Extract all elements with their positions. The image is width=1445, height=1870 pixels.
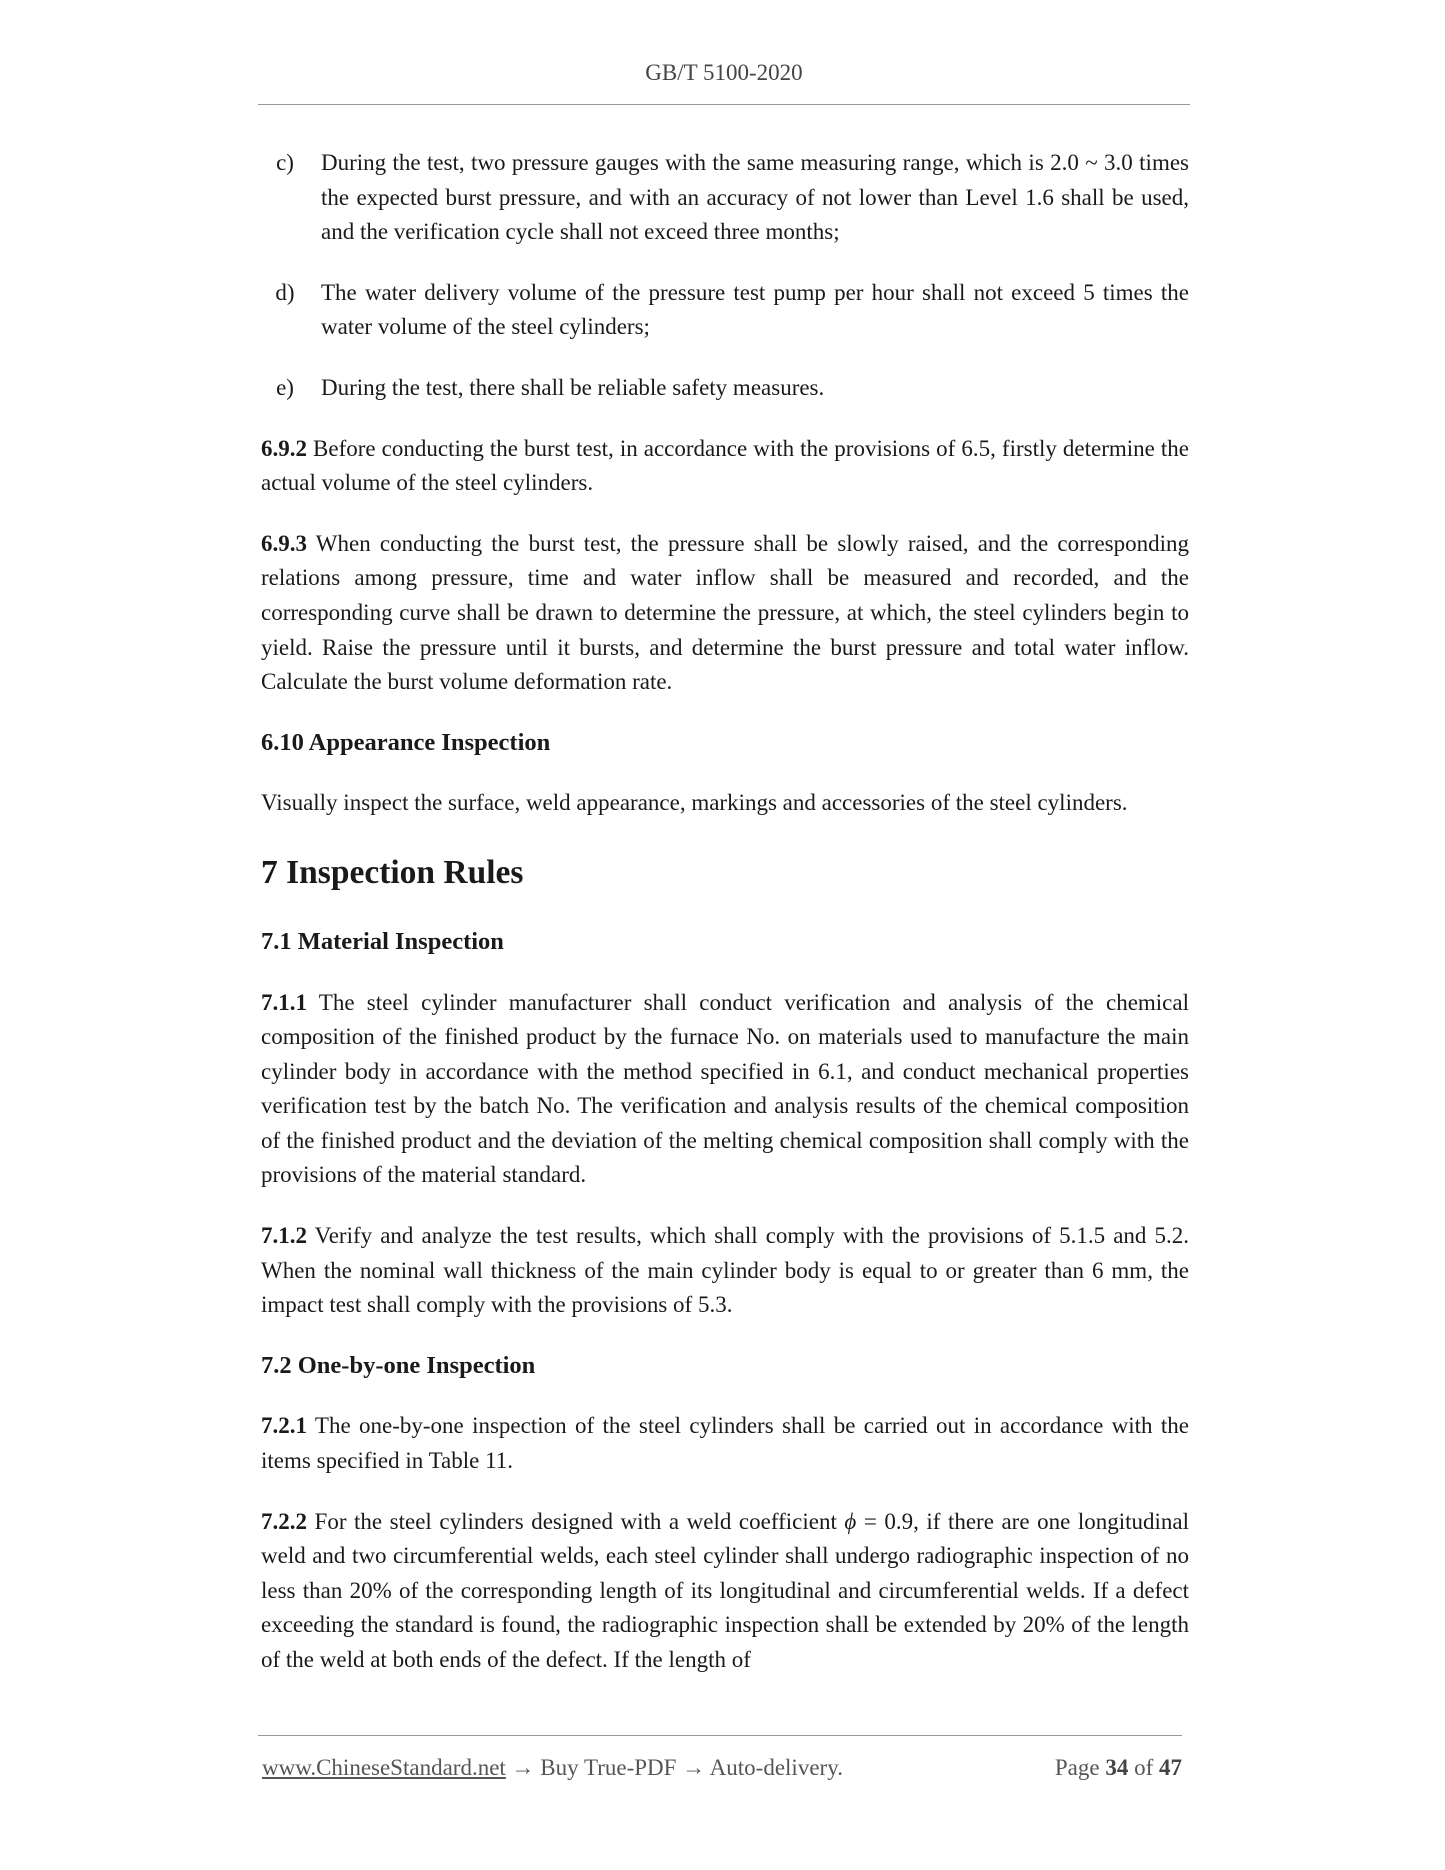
section-heading-7-2: 7.2 One-by-one Inspection bbox=[261, 1351, 536, 1379]
requirements-list bbox=[261, 146, 1189, 406]
section-heading-7-1: 7.1 Material Inspection bbox=[261, 927, 504, 955]
clause-number: 7.1.2 bbox=[261, 1223, 307, 1249]
phi-symbol: ϕ bbox=[844, 1508, 857, 1534]
arrow-icon: → bbox=[505, 1755, 541, 1780]
clause-6-9-2 bbox=[261, 432, 1189, 501]
clause-number: 6.9.2 bbox=[261, 435, 307, 461]
clause-number: 7.2.1 bbox=[261, 1413, 307, 1439]
clause-7-2-2 bbox=[261, 1505, 1189, 1678]
list-item bbox=[261, 146, 1189, 250]
clause-text: Before conducting the burst test, in accordance with the provisions of 6.5, firstly determine the actual volume of the steel cylinders. bbox=[261, 435, 1189, 496]
chapter-heading-7: 7 Inspection Rules bbox=[261, 853, 524, 891]
list-text: During the test, there shall be reliable safety measures. bbox=[321, 374, 825, 400]
footer-promo bbox=[262, 1755, 843, 1781]
list-marker: e) bbox=[276, 374, 294, 400]
clause-number: 7.1.1 bbox=[261, 989, 307, 1015]
site-link[interactable]: www.ChineseStandard.net bbox=[262, 1755, 506, 1780]
clause-text: When conducting the burst test, the pressure shall be slowly raised, and the corresponding relations among pressure, time and water inflow shall be measured and recorded, and the corresponding curve shall be drawn to determine the pressure, at which, the steel cylinders begin to yield. Raise the pressure until it bursts, and determine the burst pressure and total water inflow. Calculate the burst volume deformation rate. bbox=[261, 530, 1189, 695]
delivery-text: Auto-delivery. bbox=[709, 1755, 843, 1780]
page-footer bbox=[262, 1755, 1182, 1781]
clause-7-1-2 bbox=[261, 1219, 1189, 1323]
page-total: 47 bbox=[1159, 1755, 1182, 1780]
buy-text: Buy True-PDF bbox=[540, 1755, 677, 1780]
list-text: The water delivery volume of the pressure test pump per hour shall not exceed 5 times the water volume of the steel cylinders; bbox=[321, 279, 1189, 340]
clause-number: 6.9.3 bbox=[261, 530, 307, 556]
list-item bbox=[261, 276, 1189, 345]
list-marker: d) bbox=[275, 279, 295, 305]
clause-text: Verify and analyze the test results, which shall comply with the provisions of 5.1.5 and 5.2. When the nominal wall thickness of the main cylinder body is equal to or greater than 6 mm, the impact test shall comply with the provisions of 5.3. bbox=[261, 1223, 1189, 1318]
page-number: 34 bbox=[1105, 1755, 1129, 1780]
section-heading-6-10: 6.10 Appearance Inspection bbox=[261, 728, 551, 756]
document-body bbox=[261, 146, 1189, 1704]
header-divider bbox=[258, 104, 1190, 105]
clause-text: For the steel cylinders designed with a weld coefficient bbox=[307, 1508, 845, 1534]
page-label: Page bbox=[1054, 1755, 1100, 1780]
clause-number: 7.2.2 bbox=[261, 1508, 307, 1534]
footer-divider bbox=[258, 1735, 1182, 1736]
list-item bbox=[261, 371, 1189, 406]
clause-7-2-1 bbox=[261, 1409, 1189, 1478]
page-indicator bbox=[1055, 1755, 1182, 1781]
clause-text: The one-by-one inspection of the steel cylinders shall be carried out in accordance with the items specified in Table 11. bbox=[261, 1413, 1189, 1474]
clause-6-9-3 bbox=[261, 527, 1189, 700]
clause-text: = 0.9, if there are one longitudinal weld and two circumferential welds, each steel cylinder shall undergo radiographic inspection of no less than 20% of the corresponding length of its longitudinal and circumferential welds. If a defect exceeding the standard is found, the radiographic inspection shall be extended by 20% of the length of the weld at both ends of the defect. If the length of bbox=[261, 1508, 1189, 1672]
list-text: During the test, two pressure gauges with the same measuring range, which is 2.0 ~ 3.0 times the expected burst pressure, and with an accuracy of not lower than Level 1.6 shall be used, and the verification cycle shall not exceed three months; bbox=[321, 150, 1189, 245]
page-header bbox=[258, 60, 1190, 86]
standard-code: GB/T 5100-2020 bbox=[645, 60, 803, 85]
list-marker: c) bbox=[276, 150, 294, 175]
of-label: of bbox=[1134, 1755, 1154, 1780]
clause-text: The steel cylinder manufacturer shall conduct verification and analysis of the chemical composition of the finished product by the furnace No. on materials used to manufacture the main cylinder body in accordance with the method specified in 6.1, and conduct mechanical properties verification test by the batch No. The verification and analysis results of the chemical composition of the finished product and the deviation of the melting chemical composition shall comply with the provisions of the material standard. bbox=[261, 989, 1189, 1188]
arrow-icon: → bbox=[676, 1755, 710, 1780]
clause-6-10-text: Visually inspect the surface, weld appearance, markings and accessories of the steel cylinders. bbox=[261, 790, 1128, 816]
clause-7-1-1 bbox=[261, 986, 1189, 1194]
